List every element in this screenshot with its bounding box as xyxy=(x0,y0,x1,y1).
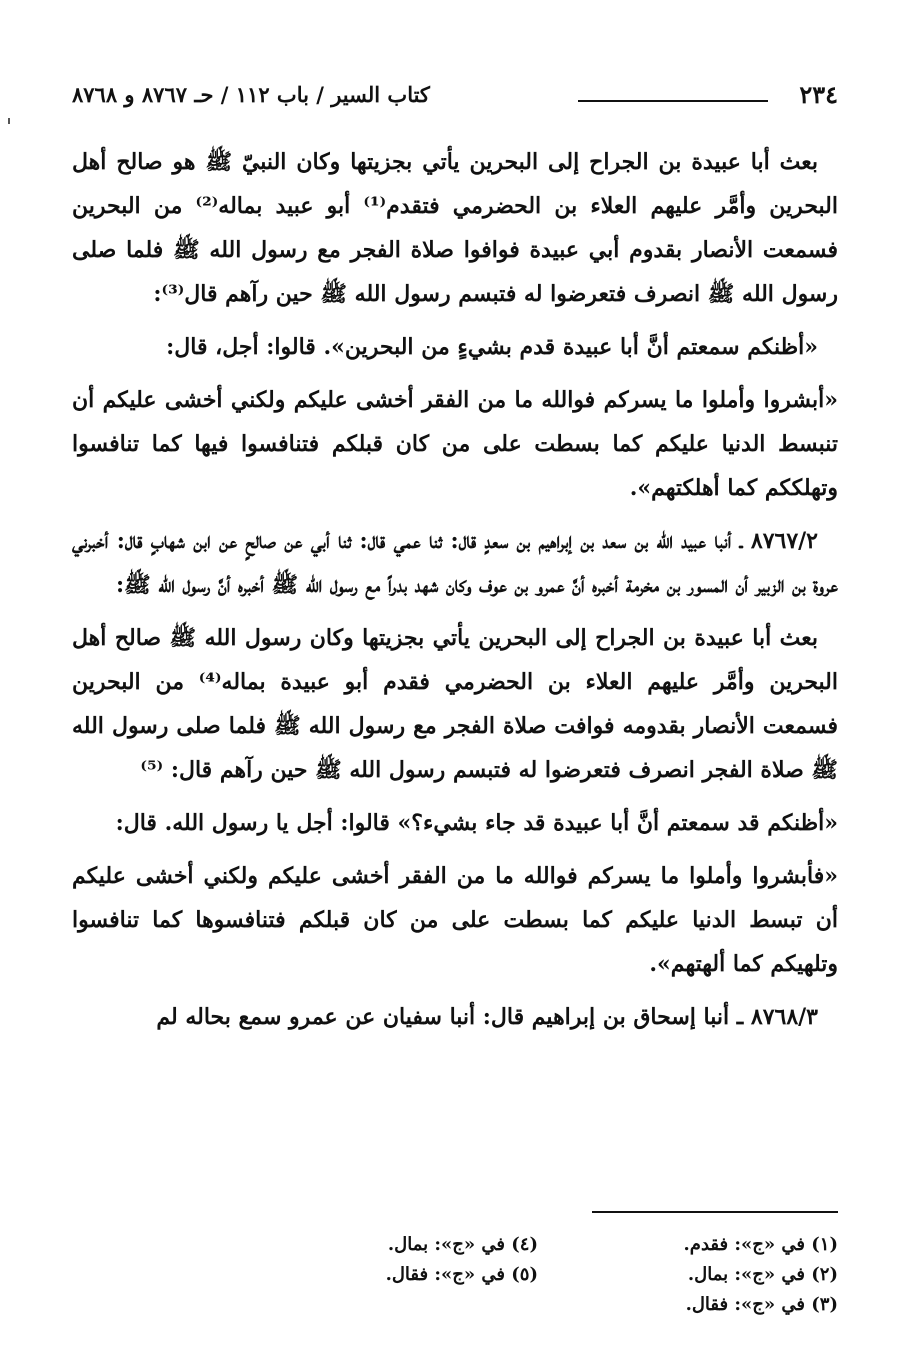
page-header xyxy=(72,80,838,116)
main-text xyxy=(72,140,838,1048)
footnotes-right-column xyxy=(598,1230,838,1320)
footnotes-left-column xyxy=(298,1230,538,1290)
paragraph-6: «أظنكم قد سمعتم أنَّ أبا عبيدة قد جاء بشيء؟» قالوا: أجل يا رسول الله. قال: xyxy=(115,810,838,836)
footnote-rule xyxy=(592,1211,838,1213)
footnote-3: (٣) في «ج»: فقال. xyxy=(685,1294,838,1315)
margin-mark xyxy=(8,118,10,124)
footnote-4: (٤) في «ج»: بمال. xyxy=(387,1234,538,1255)
running-title: كتاب السير / باب ١١٢ / حـ ٨٧٦٧ و ٨٧٦٨ xyxy=(72,82,430,107)
paragraph-5: بعث أبا عبيدة بن الجراح إلى البحرين يأتي بجزيتها وكان رسول الله ﷺ صالح أهل البحرين وأمَّر عليهم العلاء بن الحضرمي فقدم أبو عبيدة بماله⁽⁴⁾ من البحرين فسمعت الأنصار بقدومه فوافت صلاة الفجر مع رسول الله ﷺ فلما صلى رسول الله ﷺ صلاة الفجر انصرف فتعرضوا له فتبسم رسول الله ﷺ حين رآهم قال: ⁽⁵⁾ xyxy=(72,625,838,783)
paragraph-2: «أظنكم سمعتم أنَّ أبا عبيدة قدم بشيءٍ من البحرين». قالوا: أجل، قال: xyxy=(166,334,818,360)
hadith-8768: ٨٧٦٨/٣ ـ أنبا إسحاق بن إبراهيم قال: أنبا سفيان عن عمرو سمع بحاله لم xyxy=(156,1004,818,1030)
header-rule xyxy=(578,100,768,102)
paragraph-3: «أبشروا وأملوا ما يسركم فوالله ما من الفقر أخشى عليكم ولكني أخشى عليكم أن تنبسط الدنيا عليكم كما بسطت على من كان قبلكم فتنافسوا فيها كما تنافسوا وتهلككم كما أهلكتهم». xyxy=(72,387,838,501)
paragraph-1: بعث أبا عبيدة بن الجراح إلى البحرين يأتي بجزيتها وكان النبيّ ﷺ هو صالح أهل البحرين وأمَّر عليهم العلاء بن الحضرمي فتقدم⁽¹⁾ أبو عبيد بماله⁽²⁾ من البحرين فسمعت الأنصار بقدوم أبي عبيدة فوافوا صلاة الفجر مع رسول الله ﷺ فلما صلى رسول الله ﷺ انصرف فتعرضوا له فتبسم رسول الله ﷺ حين رآهم قال⁽³⁾: xyxy=(72,149,838,307)
footnote-1: (١) في «ج»: فقدم. xyxy=(683,1234,838,1255)
hadith-8767: ٨٧٦٧/٢ ـ أنبا عبيد الله بن سعد بن إبراهيم بن سعدٍ قال: ثنا عمي قال: ثنا أبي عن صالحٍ عن ابن شهابٍ قال: أخبرني عروة بن الزبير أن المسور بن مخرمة أخبره أنَّ عمرو بن عوف وكان شهد بدراً مع رسول الله ﷺ أخبره أنَّ رسول الله ﷺ: xyxy=(72,528,838,598)
footnote-5: (٥) في «ج»: فقال. xyxy=(385,1264,538,1285)
footnote-2: (٢) في «ج»: بمال. xyxy=(687,1264,838,1285)
page-number: ٢٣٤ xyxy=(799,80,838,109)
paragraph-7: «فأبشروا وأملوا ما يسركم فوالله ما من الفقر أخشى عليكم ولكني أخشى عليكم أن تبسط الدنيا عليكم كما بسطت على من كان قبلكم فتنافسوها كما تنافسوا وتلهيكم كما ألهتهم». xyxy=(72,863,838,977)
